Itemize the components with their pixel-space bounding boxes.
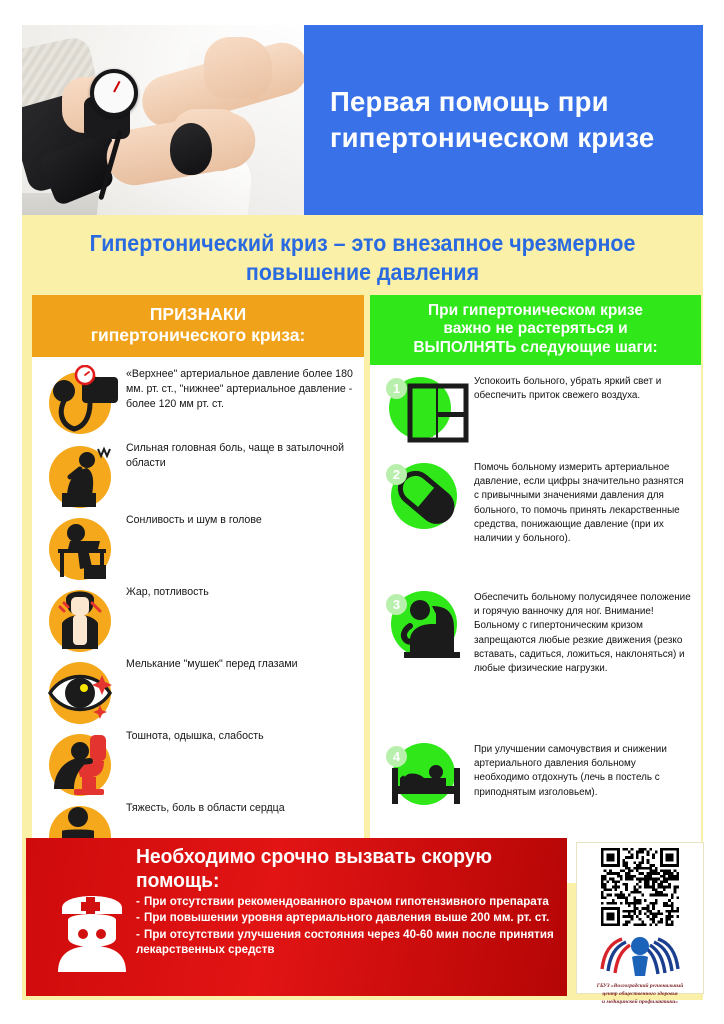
symptoms-heading-line-1: ПРИЗНАКИ bbox=[149, 304, 247, 324]
list-item-label: Тяжесть, боль в области сердца bbox=[126, 801, 285, 814]
headache-person-icon bbox=[40, 439, 126, 511]
pill-capsule-icon bbox=[380, 460, 474, 538]
subtitle-banner bbox=[46, 229, 679, 287]
logo-caption-line-1: ГБУЗ «Волгоградский региональный bbox=[596, 983, 684, 989]
list-item-label: При отсутствии улучшения состояния через 40-60 мин после принятия лекарственных средств bbox=[136, 927, 554, 957]
steps-heading-line-1: При гипертоническом кризе bbox=[428, 302, 643, 319]
logo-block bbox=[576, 842, 704, 1006]
steps-heading bbox=[370, 295, 701, 365]
nurse-icon bbox=[50, 880, 134, 972]
page-title: Первая помощь при гипертоническом кризе bbox=[330, 86, 655, 153]
symptoms-heading bbox=[32, 295, 364, 357]
list-item bbox=[40, 655, 356, 727]
emergency-bullets bbox=[136, 894, 560, 959]
list-item bbox=[40, 511, 356, 583]
bullet-marker: - bbox=[136, 895, 140, 908]
bullet-marker: - bbox=[136, 927, 140, 941]
list-item bbox=[380, 742, 691, 828]
list-item bbox=[40, 727, 356, 799]
symptoms-heading-line-2: гипертонического криза: bbox=[90, 325, 306, 346]
list-item-label: Тошнота, одышка, слабость bbox=[126, 729, 264, 742]
list-item-label: Мелькание "мушек" перед глазами bbox=[126, 657, 298, 670]
bullet-marker: - bbox=[136, 911, 140, 925]
list-item-label: Обеспечить больному полусидячее положение и горячую ванночку для ног. Внимание! Больному с гипертоническим кризом запрещаются любые резкие движения (резко вставать, садиться, ложиться, наклоняться) и любые физические нагрузки. bbox=[474, 592, 691, 674]
health-center-emblem-icon bbox=[580, 933, 700, 982]
poster-header bbox=[22, 25, 703, 215]
step-number: 2 bbox=[386, 464, 407, 485]
list-item bbox=[136, 910, 560, 925]
emergency-panel bbox=[26, 838, 567, 996]
list-item-label: При улучшении самочувствия и снижении артериального давления больному необходимо отдохнуть (лечь в постель с приподнятым изголовьем). bbox=[474, 744, 667, 798]
symptoms-column bbox=[32, 295, 364, 867]
list-item bbox=[380, 460, 691, 590]
symptoms-list bbox=[32, 357, 364, 867]
nausea-toilet-icon bbox=[40, 727, 126, 799]
logo-caption bbox=[580, 982, 700, 1006]
measuring-blood-pressure-photo bbox=[22, 25, 304, 215]
list-item bbox=[40, 439, 356, 511]
drowsy-at-desk-icon bbox=[40, 511, 126, 583]
steps-heading-line-2: важно не растеряться и bbox=[443, 320, 628, 338]
emergency-heading-line-1: Необходимо срочно вызвать скорую bbox=[136, 845, 492, 868]
steps-heading-line-3: ВЫПОЛНЯТЬ следующие шаги: bbox=[413, 338, 658, 356]
fever-sweating-icon bbox=[40, 583, 126, 655]
list-item-label: При отсутствии рекомендованного врачом гипотензивного препарата bbox=[144, 895, 549, 908]
list-item-label: Сильная головная боль, чаще в затылочной области bbox=[126, 441, 345, 470]
step-number: 1 bbox=[386, 378, 407, 399]
seated-patient-armchair-icon bbox=[380, 590, 474, 668]
subtitle-line-2: повышение давления bbox=[245, 258, 480, 285]
emergency-heading bbox=[136, 845, 531, 893]
list-item-label: Жар, потливость bbox=[126, 585, 209, 598]
person-in-bed-icon bbox=[380, 742, 474, 812]
list-item-label: Сонливость и шум в голове bbox=[126, 513, 262, 526]
list-item bbox=[136, 894, 560, 909]
blood-pressure-monitor-icon bbox=[40, 365, 126, 439]
logo-caption-line-2: центр общественного здоровья bbox=[602, 991, 678, 998]
list-item bbox=[40, 365, 356, 439]
step-number: 3 bbox=[386, 594, 407, 615]
qr-code-icon[interactable] bbox=[601, 848, 679, 926]
logo-caption-line-3: и медицинской профилактики» bbox=[602, 999, 678, 1006]
emergency-heading-line-2: помощь: bbox=[136, 868, 220, 892]
list-item-label: «Верхнее" артериальное давление более 180 мм. рт. ст., "нижнее" артериальное давление - более 120 мм рт. ст. bbox=[126, 367, 353, 411]
list-item bbox=[380, 374, 691, 460]
open-window-icon bbox=[380, 374, 474, 452]
list-item-label: Успокоить больного, убрать яркий свет и обеспечить приток свежего воздуха. bbox=[474, 376, 662, 402]
list-item-label: При повышении уровня артериального давления выше 200 мм. рт. ст. bbox=[144, 911, 550, 925]
steps-list bbox=[370, 365, 701, 883]
list-item bbox=[380, 590, 691, 742]
eye-floaters-icon bbox=[40, 655, 126, 727]
list-item bbox=[40, 583, 356, 655]
list-item bbox=[136, 927, 560, 958]
title-block bbox=[304, 25, 703, 215]
steps-column bbox=[370, 295, 701, 883]
step-number: 4 bbox=[386, 746, 407, 767]
list-item-label: Помочь больному измерить артериальное давление, если цифры значительно разнятся с привычными значениями давления для больного, то помочь принять лекарственные средства, понижающие давление (при их наличии у больного). bbox=[474, 462, 684, 544]
subtitle-line-1: Гипертонический криз – это внезапное чрезмерное bbox=[89, 230, 636, 256]
